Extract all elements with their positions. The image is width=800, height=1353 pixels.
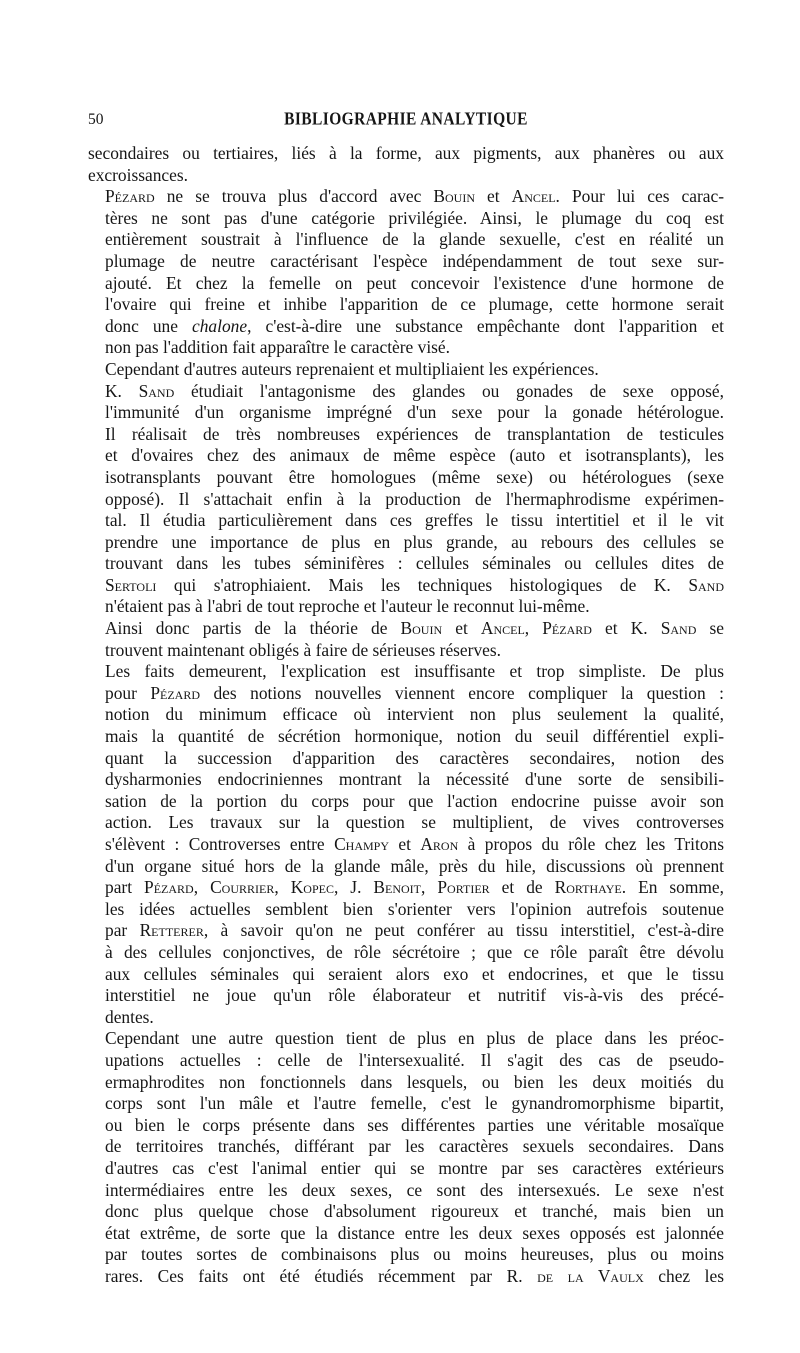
- author-name: Bouin: [400, 618, 443, 639]
- text-line: dysharmonies endocriniennes montrant la nécessité d'une sorte de sensibili-: [105, 769, 724, 790]
- paragraph: [88, 1028, 724, 1287]
- text-line: Pézard ne se trouva plus d'accord avec Bouin et Ancel. Pour lui ces carac-: [105, 186, 724, 207]
- text-line: Les faits demeurent, l'explication est insuffisante et trop simpliste. De plus: [105, 661, 724, 682]
- text-line: action. Les travaux sur la question se multiplient, de vives controverses: [105, 812, 724, 833]
- text-line: rares. Ces faits ont été étudiés récemment par R. de la Vaulx chez les: [105, 1265, 724, 1286]
- author-name: Portier: [437, 877, 490, 898]
- text-line: s'élèvent : Controverses entre Champy et Aron à propos du rôle chez les Tritons: [105, 834, 725, 854]
- paragraph: [88, 661, 724, 1028]
- text-line: d'un organe situé hors de la glande mâle, près du hile, discussions où prennent: [105, 855, 724, 876]
- author-name: Ancel: [480, 618, 525, 639]
- body-text: [88, 143, 724, 1287]
- text-line: isotransplants pouvant être homologues (même sexe) ou hétérologues (sexe: [105, 466, 724, 487]
- text-line: Sertoli qui s'atrophiaient. Mais les techniques histologiques de K. Sand: [105, 574, 724, 595]
- author-name: Pézard: [150, 682, 201, 703]
- author-name: Pézard: [105, 186, 155, 207]
- text-line: aux cellules séminales qui seraient alors exo et endocrines, et que le tissu: [105, 963, 724, 984]
- author-name: Sand: [660, 618, 697, 639]
- author-name: Pézard: [542, 618, 592, 639]
- author-name: Kopec: [290, 877, 334, 898]
- text-line: upations actuelles : celle de l'intersexualité. Il s'agit des cas de pseudo-: [105, 1049, 724, 1070]
- author-name: Sand: [138, 380, 175, 401]
- author-name: Courrier: [210, 877, 275, 898]
- text-line: trouvant dans les tubes séminifères : cellules séminales ou cellules dites de: [105, 553, 724, 574]
- text-line: Cependant d'autres auteurs reprenaient et multipliaient les expériences.: [105, 358, 599, 379]
- text-line: part Pézard, Courrier, Kopec, J. Benoit, Portier et de Rorthaye. En somme,: [105, 877, 724, 898]
- text-line: ermaphrodites non fonctionnels dans lesquels, ou bien les deux moitiés du: [105, 1071, 724, 1092]
- running-head: [88, 108, 724, 132]
- text-line: par toutes sortes de combinaisons plus ou moins heureuses, plus ou moins: [105, 1244, 724, 1265]
- text-line: tal. Il étudia particulièrement dans ces greffes le tissu intertitiel et il le vit: [105, 510, 724, 531]
- text-line: pour Pézard des notions nouvelles viennent encore compliquer la question :: [105, 682, 724, 703]
- text-line: entièrement soustrait à l'influence de la glande sexuelle, c'est en réalité un: [105, 229, 724, 250]
- paragraph: [88, 143, 724, 186]
- paragraph: [88, 381, 724, 619]
- text-line: opposé). Il s'attachait enfin à la production de l'hermaphrodisme expérimen-: [105, 488, 724, 509]
- text-line: état extrême, de sorte que la distance entre les deux sexes opposés est jalonnée: [105, 1222, 724, 1243]
- text-line: Cependant une autre question tient de plus en plus de place dans les préoc-: [105, 1028, 724, 1049]
- author-name: Aron: [420, 834, 459, 854]
- author-name: Retterer: [139, 920, 204, 941]
- text-line: trouvent maintenant obligés à faire de sérieuses réserves.: [105, 639, 501, 660]
- text-line: intermédiaires entre les deux sexes, ce sont des intersexués. Le sexe n'est: [105, 1179, 724, 1200]
- text-line: à des cellules conjonctives, de rôle sécrétoire ; que ce rôle paraît être dévolu: [105, 941, 724, 962]
- text-line: mais la quantité de sécrétion hormonique, notion du seuil différentiel expli-: [105, 726, 724, 747]
- text-line: plumage de neutre caractérisant l'espèce indépendamment de tout sexe sur-: [105, 250, 724, 271]
- page-number: 50: [88, 111, 104, 128]
- author-name: Champy: [334, 834, 390, 854]
- text-line: Il réalisait de très nombreuses expériences de transplantation de testicules: [105, 423, 724, 444]
- text-line: Ainsi donc partis de la théorie de Bouin et Ancel, Pézard et K. Sand se: [105, 618, 724, 639]
- author-name: Rorthaye: [554, 877, 622, 898]
- text-line: quant la succession d'apparition des caractères secondaires, notion des: [105, 747, 724, 768]
- text-line: ou bien le corps présente dans ses différentes parties une véritable mosaïque: [105, 1114, 724, 1135]
- author-name: Benoit: [373, 877, 422, 898]
- author-name: Sertoli: [105, 574, 157, 595]
- text-line: n'étaient pas à l'abri de tout reproche et l'auteur le reconnut lui-même.: [105, 596, 590, 617]
- text-line: tères ne sont pas d'une catégorie privilégiée. Ainsi, le plumage du coq est: [105, 207, 724, 228]
- italic-term: chalone: [192, 315, 248, 336]
- author-name: Pézard: [144, 877, 194, 898]
- text-line: l'ovaire qui freine et inhibe l'apparition de ce plumage, cette hormone serait: [105, 294, 724, 315]
- text-line: excroissances.: [88, 164, 188, 185]
- text-line: notion du minimum efficace où intervient non plus seulement la qualité,: [105, 704, 724, 725]
- author-name: Sand: [688, 574, 724, 595]
- text-line: et d'ovaires chez des animaux de même espèce (auto et isotransplants), les: [105, 445, 724, 466]
- paragraph: [88, 359, 724, 381]
- text-line: dentes.: [105, 1006, 154, 1027]
- author-name: de la Vaulx: [537, 1265, 644, 1286]
- text-line: d'autres cas c'est l'animal entier qui se montre par ses caractères extérieurs: [105, 1157, 724, 1178]
- running-title: BIBLIOGRAPHIE ANALYTIQUE: [284, 109, 528, 130]
- author-name: Bouin: [433, 186, 475, 207]
- paragraph: [88, 186, 724, 359]
- text-line: ajouté. Et chez la femelle on peut concevoir l'existence d'une hormone de: [105, 272, 724, 293]
- text-line: corps sont l'un mâle et l'autre femelle, c'est le gynandromorphisme bipartit,: [105, 1093, 724, 1114]
- text-line: de territoires tranchés, différant par les caractères sexuels secondaires. Dans: [105, 1136, 724, 1157]
- text-line: donc plus quelque chose d'absolument rigoureux et tranché, mais bien un: [105, 1201, 724, 1222]
- text-line: donc une chalone, c'est-à-dire une substance empêchante dont l'apparition et: [105, 315, 724, 336]
- paragraph: [88, 618, 724, 661]
- text-line: K. Sand étudiait l'antagonisme des glandes ou gonades de sexe opposé,: [105, 380, 724, 401]
- text-line: interstitiel ne joue qu'un rôle élaborateur et nutritif vis-à-vis des précé-: [105, 985, 724, 1006]
- text-line: non pas l'addition fait apparaître le caractère visé.: [105, 337, 450, 358]
- text-line: sation de la portion du corps pour que l'action endocrine puisse avoir son: [105, 790, 724, 811]
- text-line: secondaires ou tertiaires, liés à la forme, aux pigments, aux phanères ou aux: [88, 143, 724, 163]
- author-name: Ancel: [511, 186, 556, 207]
- text-line: les idées actuelles semblent bien s'orienter vers l'opinion autrefois soutenue: [105, 898, 724, 919]
- text-line: par Retterer, à savoir qu'on ne peut conférer au tissu interstitiel, c'est-à-dire: [105, 920, 724, 941]
- text-line: prendre une importance de plus en plus grande, au rebours des cellules se: [105, 531, 724, 552]
- text-line: l'immunité d'un organisme imprégné d'un sexe pour la gonade hétérologue.: [105, 402, 724, 423]
